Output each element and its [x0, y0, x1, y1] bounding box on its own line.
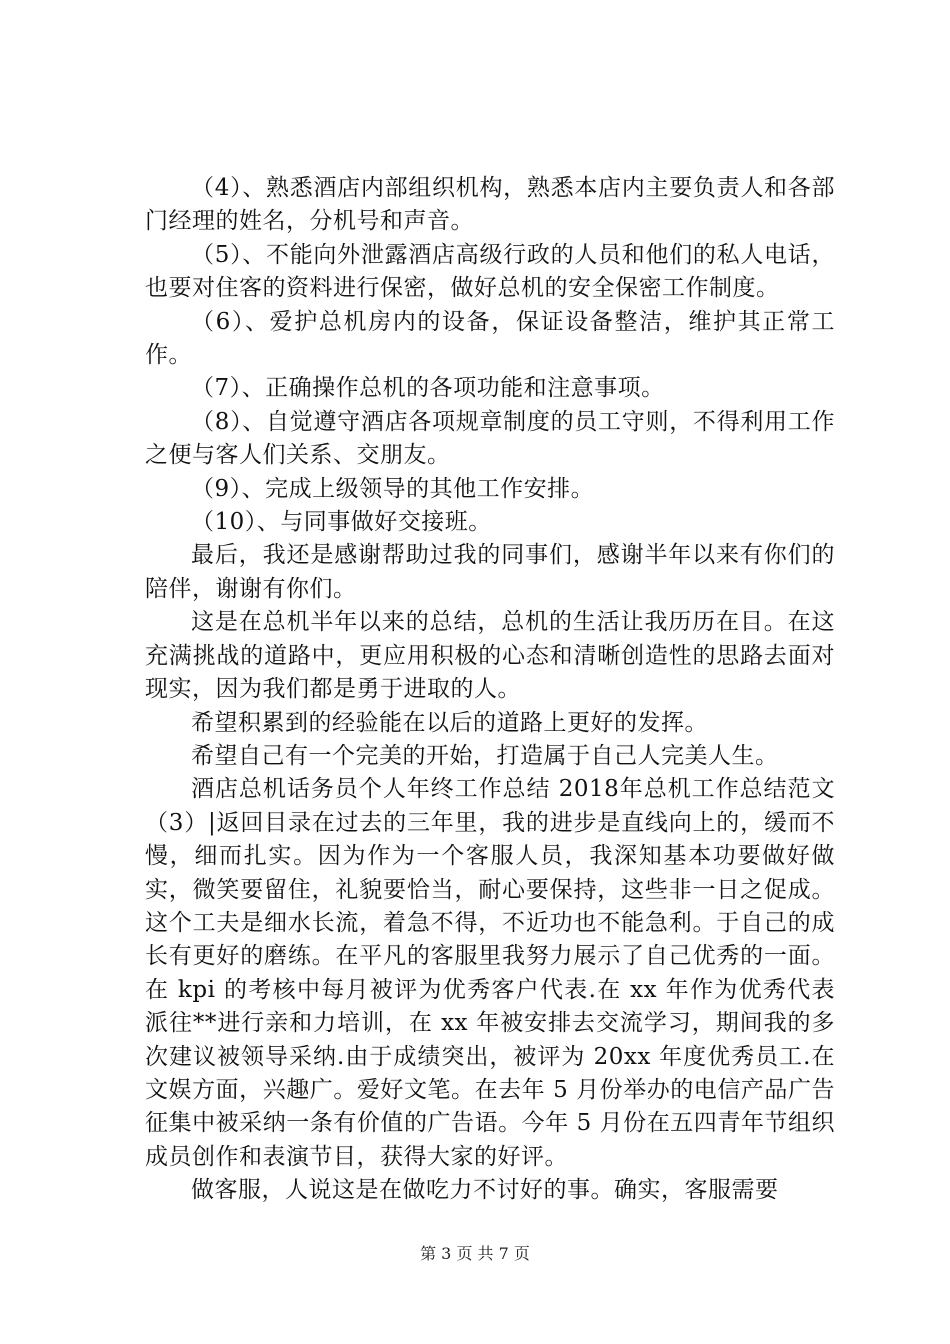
- paragraph-item-10: （10）、与同事做好交接班。: [191, 509, 492, 536]
- paragraph-item-8: （8）、自觉遵守酒店各项规章制度的员工守则，不得利用工作之便与客人们关系、交朋友。: [145, 408, 835, 469]
- paragraph-customer-service: 做客服，人说这是在做吃力不讨好的事。确实，客服需要: [191, 1177, 779, 1204]
- paragraph-hope-experience: 希望积累到的经验能在以后的道路上更好的发挥。: [191, 709, 708, 736]
- paragraph-item-7: （7）、正确操作总机的各项功能和注意事项。: [191, 375, 665, 402]
- paragraph-item-9: （9）、完成上级领导的其他工作安排。: [191, 475, 595, 502]
- page-number-footer: 第 3 页 共 7 页: [420, 1244, 530, 1263]
- paragraph-hope-start: 希望自己有一个完美的开始，打造属于自己人完美人生。: [191, 742, 779, 769]
- paragraph-summary: 这是在总机半年以来的总结，总机的生活让我历历在目。在这充满挑战的道路中，更应用积极的心态和清晰创造性的思路去面对现实，因为我们都是勇于进取的人。: [145, 609, 835, 703]
- paragraph-item-5: （5）、不能向外泄露酒店高级行政的人员和他们的私人电话，也要对住客的资料进行保密，做好总机的安全保密工作制度。: [145, 241, 835, 302]
- document-body: [145, 172, 835, 1208]
- paragraph-thanks: 最后，我还是感谢帮助过我的同事们，感谢半年以来有你们的陪伴，谢谢有你们。: [145, 542, 835, 602]
- paragraph-item-4: （4）、熟悉酒店内部组织机构，熟悉本店内主要负责人和各部门经理的姓名，分机号和声音。: [145, 175, 835, 235]
- paragraph-sample-text-3: 酒店总机话务员个人年终工作总结 2018年总机工作总结范文（3）|返回目录在过去的三年里，我的进步是直线向上的，缓而不慢，细而扎实。因为作为一个客服人员，我深知基本功要做好做实，微笑要留住，礼貌要恰当，耐心要保持，这些非一日之促成。这个工夫是细水长流，着急不得，不近功也不能急利。于自己的成长有更好的磨练。在平凡的客服里我努力展示了自己优秀的一面。在 kpi 的考核中每月被评为优秀客户代表.在 xx 年作为优秀代表派往**进行亲和力培训，在 xx 年被安排去交流学习，期间我的多次建议被领导采纳.由于成绩突出，被评为 20xx 年度优秀员工.在文娱方面，兴趣广。爱好文笔。在去年 5 月份举办的电信产品广告征集中被采纳一条有价值的广告语。今年 5 月份在五四青年节组织成员创作和表演节目，获得大家的好评。: [145, 776, 835, 1170]
- paragraph-item-6: （6）、爱护总机房内的设备，保证设备整洁，维护其正常工作。: [145, 308, 835, 369]
